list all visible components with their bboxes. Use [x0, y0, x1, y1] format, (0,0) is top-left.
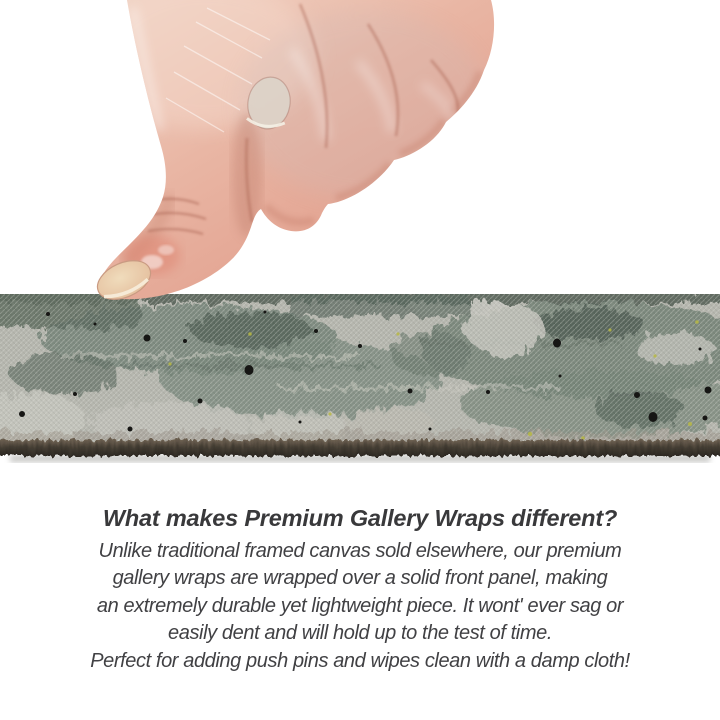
- body-line: easily dent and will hold up to the test of time.: [168, 622, 552, 645]
- body-line: Unlike traditional framed canvas sold elsewhere, our premium: [98, 540, 622, 562]
- headline: What makes Premium Gallery Wraps different?: [102, 505, 618, 531]
- canvas-bottom-edge: [0, 440, 720, 456]
- body-line: Perfect for adding push pins and wipes clean with a damp cloth!: [90, 649, 630, 672]
- body-line: an extremely durable yet lightweight piece. It wont' ever sag or: [96, 594, 624, 617]
- hand-photo: [0, 0, 720, 312]
- body-line: gallery wraps are wrapped over a solid front panel, making: [112, 567, 608, 590]
- canvas-strip-photo: [0, 294, 720, 472]
- marketing-copy: [0, 503, 720, 675]
- canvas-strip-texture: [0, 294, 720, 462]
